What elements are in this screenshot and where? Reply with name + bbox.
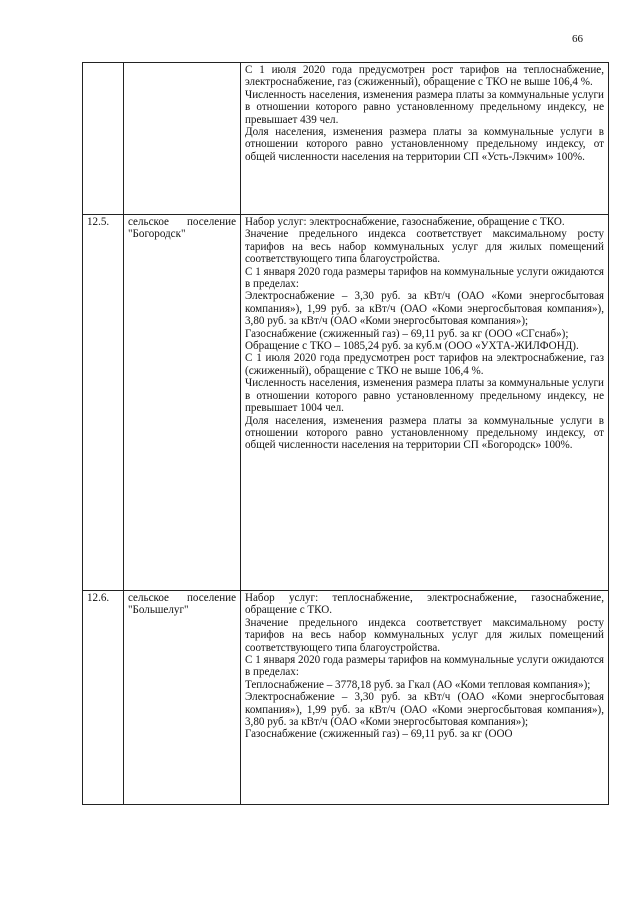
content-paragraph: С 1 июля 2020 года предусмотрен рост тарифов на электроснабжение, газ (сжиженный), обращение с ТКО не выше 106,4 %. — [245, 352, 604, 377]
content-paragraph: С 1 января 2020 года размеры тарифов на коммунальные услуги ожидаются в пределах: — [245, 654, 604, 679]
settlement-name: сельское поселение "Большелуг" — [124, 591, 241, 805]
content-paragraph: Электроснабжение – 3,30 руб. за кВт/ч (ОАО «Коми энергосбытовая компания»), 1,99 руб. за кВт/ч (ОАО «Коми энергосбытовая компания»), 3,80 руб. за кВт/ч (ОАО «Коми энергосбытовая компания»); — [245, 691, 604, 729]
table-row — [83, 215, 609, 591]
row-number: 12.6. — [83, 591, 124, 805]
content-paragraph: Численность населения, изменения размера платы за коммунальные услуги в отношении которого равно установленному предельному индексу, не превышает 439 чел. — [245, 88, 604, 126]
row-number — [83, 63, 124, 215]
table-row — [83, 591, 609, 805]
content-paragraph: С 1 января 2020 года размеры тарифов на коммунальные услуги ожидаются в пределах: — [245, 265, 604, 291]
tariff-table — [82, 62, 609, 805]
settlement-name: сельское поселение "Богородск" — [124, 215, 241, 591]
table-row — [83, 63, 609, 215]
content-paragraph: Обращение с ТКО – 1085,24 руб. за куб.м (ООО «УХТА-ЖИЛФОНД). — [245, 340, 579, 353]
content-paragraph: Доля населения, изменения размера платы за коммунальные услуги в отношении которого равно установленному предельному индексу, от общей численности населения на территории СП «Усть-Лэкчим» 100%. — [245, 126, 604, 163]
content-paragraph: С 1 июля 2020 года предусмотрен рост тарифов на теплоснабжение, электроснабжение, газ (сжиженный), обращение с ТКО не выше 106,4 %. — [245, 64, 604, 89]
page-number: 66 — [572, 33, 583, 45]
row-content — [241, 591, 609, 805]
content-paragraph: Газоснабжение (сжиженный газ) – 69,11 руб. за кг (ООО «СГснаб»); — [245, 327, 569, 340]
content-paragraph: Теплоснабжение – 3778,18 руб. за Гкал (АО «Коми тепловая компания»); — [245, 678, 591, 691]
content-paragraph: Электроснабжение – 3,30 руб. за кВт/ч (ОАО «Коми энергосбытовая компания»), 1,99 руб. за кВт/ч (ОАО «Коми энергосбытовая компания»), 3,80 руб. за кВт/ч (ОАО «Коми энергосбытовая компания»); — [245, 290, 604, 328]
row-number: 12.5. — [83, 215, 124, 591]
content-paragraph: Значение предельного индекса соответствует максимальному росту тарифов на весь набор коммунальных услуг для жилых помещений соответствующего типа благоустройства. — [245, 228, 604, 266]
row-content — [241, 63, 609, 215]
content-paragraph: Набор услуг: электроснабжение, газоснабжение, обращение с ТКО. — [245, 216, 565, 228]
content-paragraph: Численность населения, изменения размера платы за коммунальные услуги в отношении которого равно установленному предельному индексу, не превышает 1004 чел. — [245, 377, 604, 415]
content-paragraph: Газоснабжение (сжиженный газ) – 69,11 руб. за кг (ООО — [245, 728, 513, 741]
row-content — [241, 215, 609, 591]
content-paragraph: Значение предельного индекса соответствует максимальному росту тарифов на весь набор коммунальных услуг для жилых помещений соответствующего типа благоустройства. — [245, 616, 604, 654]
settlement-name — [124, 63, 241, 215]
content-paragraph: Набор услуг: теплоснабжение, электроснабжение, газоснабжение, обращение с ТКО. — [245, 592, 604, 617]
content-paragraph: Доля населения, изменения размера платы за коммунальные услуги в отношении которого равно установленному предельному индексу, от общей численности населения на территории СП «Богородск» 100%. — [245, 414, 604, 452]
